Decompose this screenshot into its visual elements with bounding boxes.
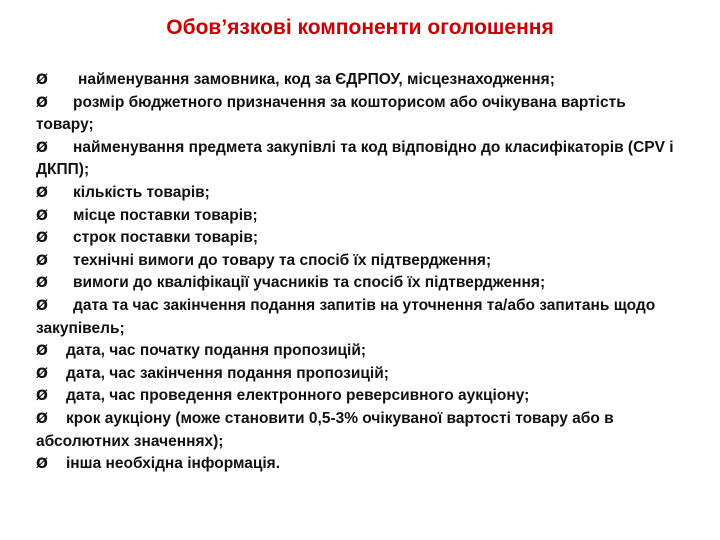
- list-item-text: дата, час закінчення подання пропозицій;: [66, 364, 389, 382]
- list-item: [36, 363, 686, 386]
- arrow-bullet-icon: Ø: [36, 297, 48, 314]
- list-item-text: вимоги до кваліфікації учасників та спосіб їх підтвердження;: [73, 274, 546, 292]
- list-item-text: розмір бюджетного призначення за кошторисом або очікувана вартість товару;: [36, 93, 626, 134]
- arrow-bullet-icon: Ø: [36, 72, 48, 88]
- arrow-bullet-icon: Ø: [36, 456, 48, 473]
- arrow-bullet-icon: Ø: [36, 275, 48, 292]
- arrow-bullet-icon: Ø: [36, 388, 48, 405]
- arrow-bullet-icon: Ø: [36, 230, 48, 247]
- list-item-text: найменування предмета закупівлі та код відповідно до класифікаторів (CPV і ДКПП);: [36, 138, 674, 179]
- slide-title: Обов’язкові компоненти оголошення: [166, 16, 554, 39]
- list-item-text: крок аукціону (може становити 0,5-3% очікуваної вартості товару або в абсолютних значеннях);: [36, 409, 614, 450]
- arrow-bullet-icon: Ø: [36, 365, 48, 382]
- list-item-text: інша необхідна інформація.: [66, 455, 281, 473]
- list-item-text: кількість товарів;: [73, 183, 210, 201]
- list-item-text: місце поставки товарів;: [73, 206, 258, 224]
- list-item: [36, 250, 686, 273]
- arrow-bullet-icon: Ø: [36, 207, 48, 224]
- arrow-bullet-icon: Ø: [36, 139, 48, 156]
- list-item-text: технічні вимоги до товару та спосіб їх підтвердження;: [73, 251, 492, 269]
- arrow-bullet-icon: Ø: [36, 343, 48, 360]
- list-item-text: дата, час проведення електронного реверсивного аукціону;: [66, 387, 530, 405]
- list-item: [36, 272, 686, 295]
- arrow-bullet-icon: Ø: [36, 184, 48, 201]
- requirements-list: [36, 69, 686, 476]
- list-item: [36, 340, 686, 363]
- list-item: [36, 69, 686, 92]
- arrow-bullet-icon: Ø: [36, 410, 48, 427]
- list-item: [36, 182, 686, 205]
- list-item: [36, 137, 686, 182]
- list-item: [36, 385, 686, 408]
- list-item: [36, 205, 686, 228]
- arrow-bullet-icon: Ø: [36, 252, 48, 269]
- arrow-bullet-icon: Ø: [36, 94, 48, 111]
- list-item-text: дата, час початку подання пропозицій;: [66, 342, 367, 360]
- list-item: [36, 295, 686, 340]
- list-item-text: строк поставки товарів;: [73, 229, 259, 247]
- list-item-text: найменування замовника, код за ЄДРПОУ, місцезнаходження;: [78, 71, 555, 88]
- list-item: [36, 453, 686, 476]
- list-item: [36, 408, 686, 453]
- list-item-text: дата та час закінчення подання запитів на уточнення та/або запитань щодо закупівель;: [36, 296, 656, 337]
- list-item: [36, 227, 686, 250]
- list-item: [36, 92, 686, 137]
